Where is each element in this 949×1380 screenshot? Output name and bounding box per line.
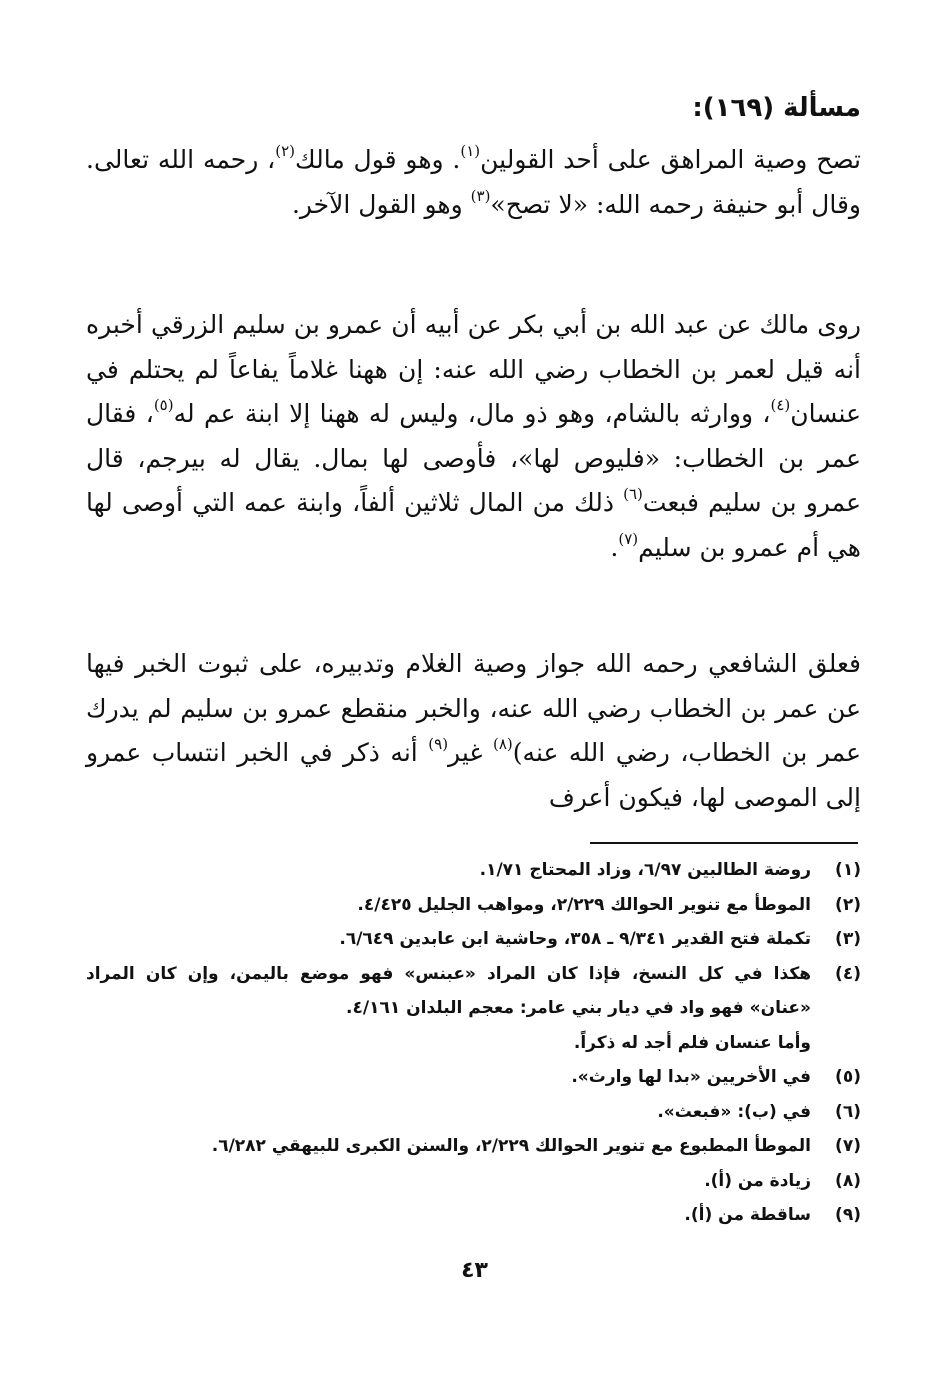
footnote-text: هكذا في كل النسخ، فإذا كان المراد «عبنس» فهو موضع باليمن، وإن كان المراد «عنان» فهو واد في ديار بني عامر: معجم البلدان ٤/١٦١. — [86, 963, 811, 1018]
footnote-ref: (٢) — [275, 142, 296, 160]
footnote-number: (٩) — [835, 1205, 861, 1225]
footnote-text: زيادة من (أ). — [704, 1170, 811, 1191]
footnote-text: الموطأ المطبوع مع تنوير الحوالك ٢/٢٢٩، والسنن الكبرى للبيهقي ٦/٢٨٢. — [211, 1136, 811, 1156]
footnote-ref: (٧) — [618, 529, 639, 548]
text-segment: غير — [448, 738, 493, 767]
footnote-number: (٧) — [835, 1136, 861, 1156]
text-segment: وهو القول الآخر. — [291, 189, 471, 219]
footnote-text: تكملة فتح القدير ٩/٣٤١ ـ ٣٥٨، وحاشية ابن عابدين ٦/٦٤٩. — [339, 929, 811, 949]
footnote-number: (٢) — [835, 894, 861, 915]
footnote-number: (٤) — [835, 963, 861, 984]
footnote-item — [86, 922, 861, 957]
footnote-text: في (ب): «فبعث». — [657, 1101, 811, 1122]
text-segment: . وهو قول مالك — [295, 145, 461, 174]
text-segment: أنه ذكر في الخبر انتساب عمرو إلى الموصى لها، فيكون أعرف — [86, 738, 861, 812]
paragraph-2 — [86, 303, 861, 570]
footnote-item — [86, 853, 861, 888]
footnote-ref: (٤) — [770, 396, 791, 414]
footnote-number: (٨) — [835, 1170, 861, 1191]
footnotes-list — [86, 853, 861, 1233]
text-segment: ، فقال عمر بن الخطاب: «فليوص لها»، فأوصى لها بمال. يقال له بيرجم، قال عمرو بن سليم فبعت — [86, 399, 862, 517]
footnote-item — [86, 1095, 861, 1130]
text-segment: . — [610, 532, 619, 562]
footnote-number: (٦) — [835, 1101, 861, 1122]
footnote-item — [86, 1060, 861, 1095]
footnote-continuation: وأما عنسان فلم أجد له ذكراً. — [573, 1032, 811, 1053]
footnote-number: (٣) — [835, 929, 861, 949]
text-segment: ذلك من المال ثلاثين ألفاً، وابنة عمه التي أوصى لها هي أم عمرو بن سليم — [86, 488, 861, 562]
text-segment: ، رحمه الله تعالى. وقال أبو حنيفة رحمه الله: «لا تصح» — [86, 145, 861, 219]
footnote-number: (٥) — [835, 1067, 861, 1087]
text-segment: ، ووارثه بالشام، وهو ذو مال، وليس له ههنا إلا ابنة عم له — [173, 399, 771, 428]
footnote-text: الموطأ مع تنوير الحوالك ٢/٢٢٩، ومواهب الجليل ٤/٤٢٥. — [357, 894, 811, 915]
issue-heading: مسألة (١٦٩): — [692, 93, 861, 123]
paragraph-1 — [86, 138, 861, 227]
footnote-number: (١) — [835, 860, 861, 880]
footnote-ref: (٣) — [470, 186, 491, 205]
footnote-separator — [590, 842, 858, 844]
footnote-item — [86, 1164, 861, 1199]
page-number: ٤٣ — [461, 1258, 488, 1283]
footnote-ref: (١) — [460, 142, 481, 160]
footnote-item — [86, 1198, 861, 1233]
footnote-item — [86, 888, 861, 923]
paragraph-3 — [86, 642, 861, 820]
footnote-ref: (٥) — [153, 396, 174, 414]
footnote-item — [86, 1129, 861, 1164]
text-segment: فعلق الشافعي رحمه الله جواز وصية الغلام وتدبيره، على ثبوت الخبر فيها عن عمر بن الخطاب رضي الله عنه، والخبر منقطع عمرو بن سليم لم يدرك عمر بن الخطاب، رضي الله عنه) — [86, 649, 861, 767]
footnote-ref: (٩) — [428, 735, 449, 753]
footnote-text: في الأخريين «بدا لها وارث». — [571, 1067, 811, 1087]
footnote-item — [86, 957, 861, 1061]
text-segment: تصح وصية المراهق على أحد القولين — [480, 145, 861, 174]
text-segment: روى مالك عن عبد الله بن أبي بكر عن أبيه أن عمرو بن سليم الزرقي أخبره أنه قيل لعمر بن الخطاب رضي الله عنه: إن ههنا غلاماً يفاعاً لم يحتلم في عنسان — [86, 310, 861, 428]
footnote-ref: (٨) — [493, 735, 513, 753]
footnote-ref: (٦) — [623, 485, 643, 503]
footnote-text: ساقطة من (أ). — [684, 1205, 811, 1225]
footnote-text: روضة الطالبين ٦/٩٧، وزاد المحتاج ١/٧١. — [479, 860, 811, 880]
